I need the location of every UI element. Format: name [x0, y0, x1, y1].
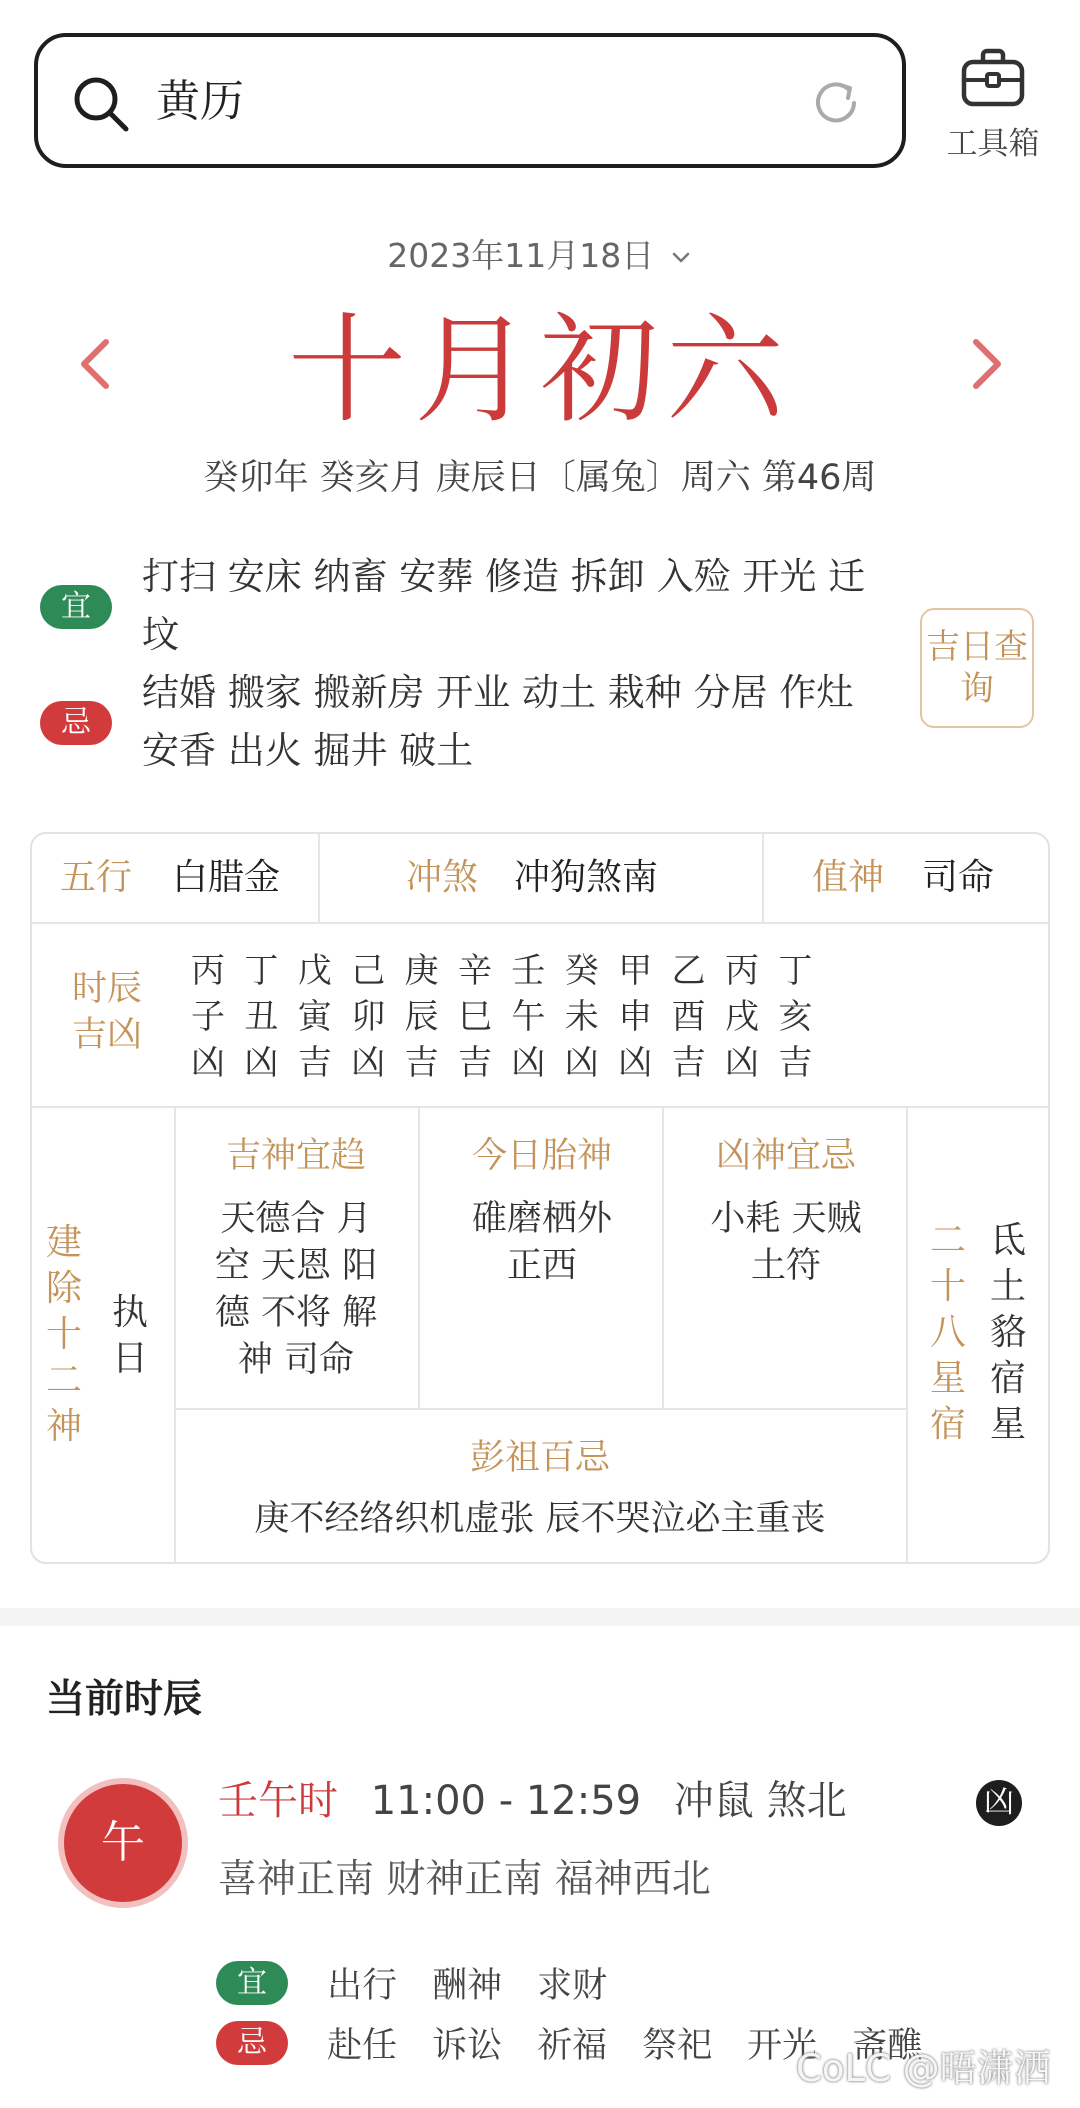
current-hour-title: 当前时辰 [46, 1677, 203, 1722]
hour-status-badge: 凶 [976, 1780, 1022, 1826]
xiongshen-body [664, 1196, 908, 1290]
hour-column [722, 948, 762, 1086]
hour-luck: 凶 [511, 1043, 546, 1083]
next-day-arrow-icon[interactable] [962, 334, 1012, 394]
hour-luck: 凶 [564, 1043, 599, 1083]
ji-row [40, 664, 870, 780]
hour-yi-badge: 宜 [216, 1961, 288, 2005]
hour-luck: 凶 [244, 1043, 279, 1083]
hour-luck: 凶 [191, 1043, 225, 1083]
hours-label: 时辰吉凶 [72, 969, 143, 1055]
hour-stem: 丙 [725, 951, 759, 991]
lunar-date: 十月初六 [287, 301, 792, 439]
hour-column [241, 948, 281, 1086]
hour-ji-items: 赴任 诉讼 祈福 祭祀 开光 斋醮 [327, 2026, 923, 2066]
taishen-title: 今日胎神 [471, 1136, 612, 1176]
hour-luck: 凶 [618, 1043, 653, 1083]
yi-text: 打扫 安床 纳畜 安葬 修造 拆卸 入殓 开光 迁坟 [142, 555, 866, 656]
hour-branch: 巳 [458, 997, 492, 1037]
hour-stem: 戊 [297, 951, 332, 991]
hour-branch: 酉 [671, 997, 706, 1037]
hour-stem: 辛 [458, 951, 492, 991]
hour-stem: 丁 [778, 951, 813, 991]
watermark: CoLC @晤潇洒 [796, 2047, 1051, 2090]
hour-branch: 未 [564, 997, 599, 1037]
divider [174, 1408, 906, 1410]
search-input[interactable]: 黄历 [156, 76, 244, 127]
jishen-line: 神 司命 [237, 1340, 355, 1380]
hour-ji-badge: 忌 [216, 2021, 288, 2065]
hour-clash: 冲鼠 煞北 [673, 1778, 847, 1824]
pengzu-text: 庚不经络织机虚张 辰不哭泣必主重丧 [254, 1499, 826, 1539]
hour-luck: 吉 [778, 1043, 813, 1083]
hour-column [508, 948, 548, 1086]
hour-luck: 吉 [297, 1043, 332, 1083]
hour-stem: 甲 [618, 951, 653, 991]
taishen-line: 正西 [506, 1246, 577, 1286]
hour-gods: 喜神正南 财神正南 福神西北 [218, 1857, 711, 1902]
hour-branch: 申 [618, 997, 653, 1037]
almanac-table [30, 832, 1050, 1564]
toolbox-button[interactable] [938, 40, 1048, 170]
hour-luck: 凶 [351, 1043, 386, 1083]
hour-column [188, 948, 228, 1086]
toolbox-icon [960, 46, 1026, 110]
hour-column [669, 948, 709, 1086]
hour-luck: 凶 [725, 1043, 759, 1083]
hour-luck: 吉 [671, 1043, 706, 1083]
yi-badge: 宜 [40, 585, 112, 629]
wuxing-row [32, 834, 1050, 924]
hour-branch: 卯 [351, 997, 386, 1037]
hours-row [32, 924, 1050, 1108]
hour-branch: 戌 [725, 997, 759, 1037]
hour-stem: 丙 [191, 951, 225, 991]
hour-branch: 午 [511, 997, 546, 1037]
ganzhi-line: 癸卯年 癸亥月 庚辰日〔属兔〕周六 第46周 [203, 458, 877, 498]
xiongshen-line: 小耗 天贼 [710, 1199, 862, 1239]
chongsha-value: 冲狗煞南 [514, 857, 659, 898]
lucky-day-query-button[interactable]: 吉日查询 [920, 608, 1034, 728]
jishen-line: 德 不将 解 [214, 1293, 378, 1333]
solar-date: 2023年11月18日 [387, 236, 655, 275]
pengzu-title: 彭祖百忌 [469, 1438, 610, 1478]
xiongshen-line: 土符 [750, 1246, 821, 1286]
wuxing-label: 五行 [60, 857, 133, 898]
hour-stem: 乙 [671, 951, 706, 991]
hour-column [455, 948, 495, 1086]
hour-branch: 辰 [404, 997, 439, 1037]
hour-branch: 子 [191, 997, 225, 1037]
taishen-body [420, 1196, 664, 1290]
yi-ji-section [40, 548, 870, 780]
xiu-value: 氐土貉宿星 [989, 1220, 1026, 1445]
hour-branch-circle: 午 [58, 1778, 188, 1908]
hour-branch: 丑 [244, 997, 279, 1037]
hour-range: 11:00 - 12:59 [370, 1778, 642, 1824]
hour-column [348, 948, 388, 1086]
xiu-label: 二十八星宿 [929, 1220, 966, 1445]
ji-badge: 忌 [40, 701, 112, 745]
hour-summary [218, 1772, 847, 1830]
search-bar[interactable] [34, 33, 906, 168]
taishen-line: 碓磨栖外 [471, 1199, 612, 1239]
zhishen-label: 值神 [812, 857, 885, 898]
section-divider [0, 1608, 1080, 1626]
divider [318, 834, 320, 924]
jishen-line: 空 天恩 阳 [214, 1246, 378, 1286]
chevron-down-icon [669, 246, 693, 270]
hour-stem: 丁 [244, 951, 279, 991]
hour-branch: 亥 [778, 997, 813, 1037]
search-icon [72, 75, 130, 133]
hour-stem: 己 [351, 951, 386, 991]
jishen-title: 吉神宜趋 [225, 1136, 366, 1176]
hour-yi-row [216, 1958, 607, 2008]
hour-stem: 癸 [564, 951, 599, 991]
date-picker[interactable] [0, 230, 1080, 277]
hour-stem: 庚 [404, 951, 439, 991]
jianchu-label: 建除十二神 [45, 1222, 82, 1447]
chongsha-label: 冲煞 [406, 857, 479, 898]
divider [762, 834, 764, 924]
wuxing-value: 白腊金 [172, 857, 281, 898]
gods-section [32, 1108, 1050, 1564]
hour-name: 壬午时 [218, 1778, 338, 1824]
hour-column [295, 948, 335, 1086]
xiongshen-title: 凶神宜忌 [715, 1136, 856, 1176]
hour-luck: 吉 [404, 1043, 439, 1083]
hour-column [562, 948, 602, 1086]
hour-column [402, 948, 442, 1086]
hour-luck: 吉 [458, 1043, 492, 1083]
hour-column [775, 948, 815, 1086]
ji-text: 结婚 搬家 搬新房 开业 动土 栽种 分居 作灶 安香 出火 掘井 破土 [142, 671, 854, 772]
hour-branch: 寅 [297, 997, 332, 1037]
hour-yi-items: 出行 酬神 求财 [327, 1966, 608, 2006]
jianchu-value: 执日 [111, 1292, 148, 1379]
yi-row [40, 548, 870, 664]
zhishen-value: 司命 [922, 857, 995, 898]
toolbox-label: 工具箱 [946, 126, 1040, 162]
jishen-line: 天德合 月 [220, 1199, 372, 1239]
jishen-body [174, 1196, 418, 1384]
hour-stem: 壬 [511, 951, 546, 991]
refresh-icon[interactable] [810, 77, 862, 129]
hour-column [615, 948, 655, 1086]
